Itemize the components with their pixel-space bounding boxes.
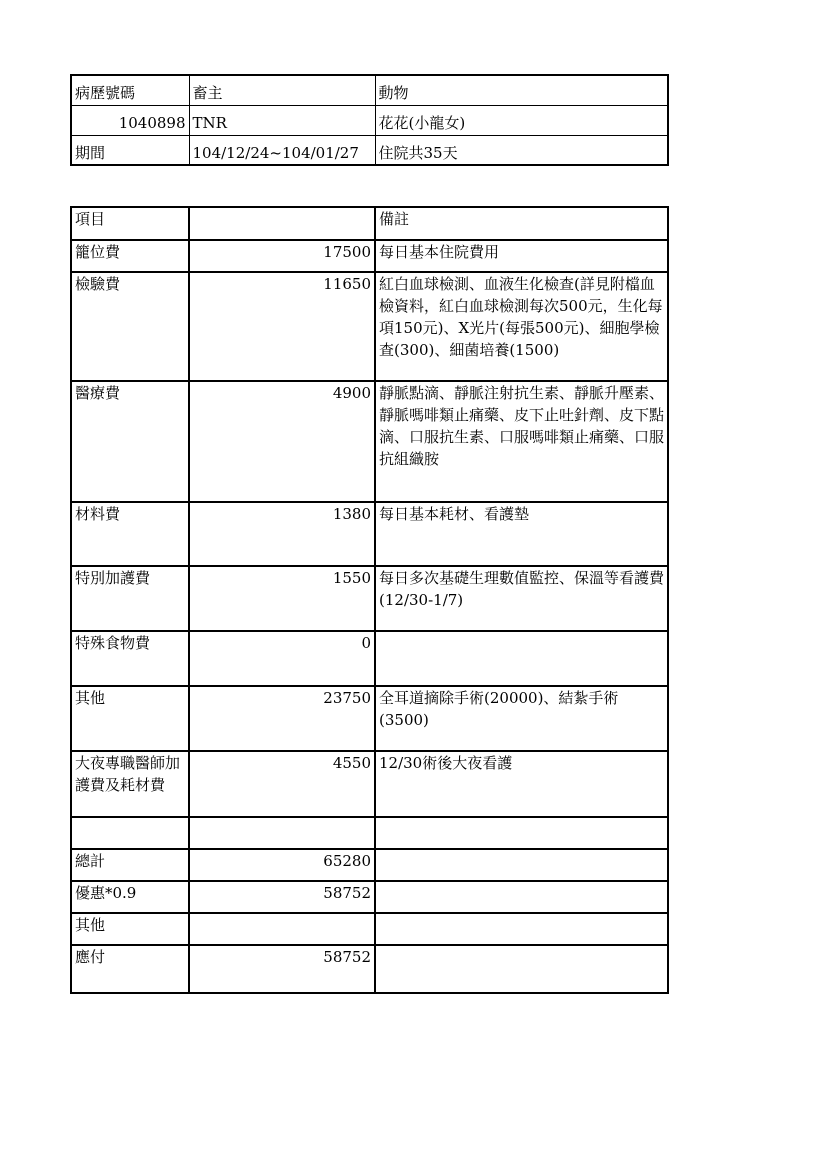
fee-amount: 23750 <box>189 686 375 751</box>
table-row <box>71 751 668 817</box>
fee-item: 醫療費 <box>71 381 189 502</box>
amount-column-header <box>189 207 375 240</box>
spacer-row <box>71 817 668 849</box>
payable-row <box>71 945 668 993</box>
item-column-header: 項目 <box>71 207 189 240</box>
fee-item: 其他 <box>71 686 189 751</box>
fee-note: 12/30術後大夜看護 <box>375 751 668 817</box>
owner-value: TNR <box>189 105 375 135</box>
payable-label: 應付 <box>71 945 189 993</box>
fee-note: 每日基本住院費用 <box>375 240 668 272</box>
fee-item: 特別加護費 <box>71 566 189 631</box>
other-label: 其他 <box>71 913 189 945</box>
fee-amount: 17500 <box>189 240 375 272</box>
fee-item: 材料費 <box>71 502 189 566</box>
fee-amount: 1550 <box>189 566 375 631</box>
discount-row <box>71 881 668 913</box>
record-no-header: 病歷號碼 <box>71 75 189 105</box>
total-label: 總計 <box>71 849 189 881</box>
period-value: 104/12/24~104/01/27 <box>189 135 375 165</box>
discount-label: 優惠*0.9 <box>71 881 189 913</box>
table-row <box>71 631 668 686</box>
info-value-row <box>71 105 668 135</box>
fee-note: 全耳道摘除手術(20000)、結紮手術(3500) <box>375 686 668 751</box>
fee-amount: 1380 <box>189 502 375 566</box>
fee-item: 特殊食物費 <box>71 631 189 686</box>
table-row <box>71 381 668 502</box>
fee-amount: 4900 <box>189 381 375 502</box>
other-row <box>71 913 668 945</box>
fee-note: 每日基本耗材、看護墊 <box>375 502 668 566</box>
payable-value: 58752 <box>189 945 375 993</box>
table-row <box>71 272 668 381</box>
animal-value: 花花(小龍女) <box>375 105 668 135</box>
fee-item: 籠位費 <box>71 240 189 272</box>
total-value: 65280 <box>189 849 375 881</box>
owner-header: 畜主 <box>189 75 375 105</box>
fee-amount: 4550 <box>189 751 375 817</box>
fee-note: 靜脈點滴、靜脈注射抗生素、靜脈升壓素、靜脈嗎啡類止痛藥、皮下止吐針劑、皮下點滴、口服抗生素、口服嗎啡類止痛藥、口服抗組織胺 <box>375 381 668 502</box>
period-label: 期間 <box>71 135 189 165</box>
other-value <box>189 913 375 945</box>
fee-amount: 0 <box>189 631 375 686</box>
table-row <box>71 502 668 566</box>
fee-table <box>70 206 669 994</box>
note-column-header: 備註 <box>375 207 668 240</box>
patient-info-table <box>70 74 669 166</box>
fee-item: 大夜專職醫師加護費及耗材費 <box>71 751 189 817</box>
fee-note: 每日多次基礎生理數值監控、保溫等看護費 (12/30-1/7) <box>375 566 668 631</box>
table-row <box>71 686 668 751</box>
table-row <box>71 240 668 272</box>
fee-note: 紅白血球檢測、血液生化檢查(詳見附檔血檢資料，紅白血球檢測每次500元，生化每項150元)、X光片(每張500元)、細胞學檢查(300)、細菌培養(1500) <box>375 272 668 381</box>
fee-item: 檢驗費 <box>71 272 189 381</box>
info-header-row <box>71 75 668 105</box>
fee-note <box>375 631 668 686</box>
info-period-row <box>71 135 668 165</box>
fee-amount: 11650 <box>189 272 375 381</box>
total-row <box>71 849 668 881</box>
table-row <box>71 566 668 631</box>
discount-value: 58752 <box>189 881 375 913</box>
animal-header: 動物 <box>375 75 668 105</box>
record-no-value: 1040898 <box>71 105 189 135</box>
fee-header-row <box>71 207 668 240</box>
stay-duration: 住院共35天 <box>375 135 668 165</box>
